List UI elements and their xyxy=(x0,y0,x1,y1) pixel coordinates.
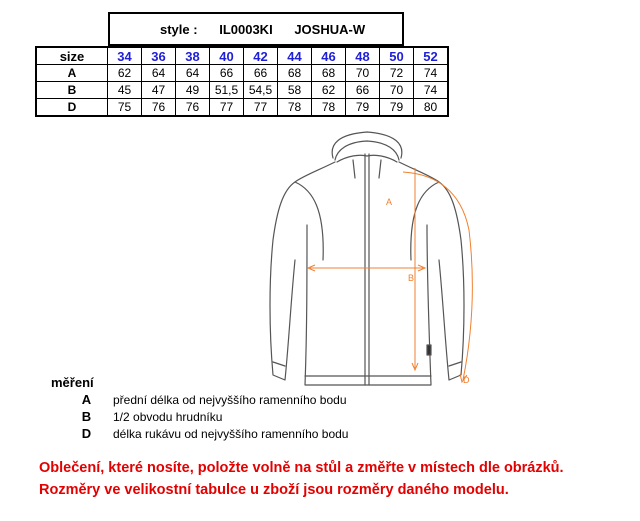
table-cell: 68 xyxy=(278,65,312,82)
table-cell: 66 xyxy=(210,65,244,82)
legend-item xyxy=(60,391,348,408)
note-model-size: Rozměry ve velikostní tabulce u zboží jsou rozměry daného modelu. xyxy=(39,482,509,498)
style-label: style : xyxy=(160,22,198,37)
legend-item xyxy=(60,408,348,425)
style-name: JOSHUA-W xyxy=(294,22,366,37)
table-cell: 64 xyxy=(176,65,210,82)
row-label: A xyxy=(36,65,108,82)
size-cell: 40 xyxy=(210,47,244,65)
label-a: A xyxy=(386,197,393,207)
table-cell: 45 xyxy=(108,82,142,99)
table-cell: 62 xyxy=(108,65,142,82)
table-cell: 79 xyxy=(380,99,414,117)
table-cell: 58 xyxy=(278,82,312,99)
table-cell: 66 xyxy=(346,82,380,99)
measurement-legend xyxy=(60,391,348,442)
table-cell: 76 xyxy=(176,99,210,117)
size-cell: 44 xyxy=(278,47,312,65)
note-instructions: Oblečení, které nosíte, položte volně na stůl a změřte v místech dle obrázků. xyxy=(39,460,564,476)
legend-item xyxy=(60,425,348,442)
table-cell: 70 xyxy=(346,65,380,82)
table-cell: 62 xyxy=(312,82,346,99)
table-cell: 74 xyxy=(414,82,449,99)
table-cell: 78 xyxy=(312,99,346,117)
size-cell: 42 xyxy=(244,47,278,65)
legend-key: A xyxy=(81,392,92,407)
legend-desc: 1/2 obvodu hrudníku xyxy=(113,409,223,424)
table-cell: 78 xyxy=(278,99,312,117)
jacket-outline xyxy=(270,132,464,385)
size-cell: 48 xyxy=(346,47,380,65)
style-code: IL0003KI xyxy=(219,22,273,37)
row-label: B xyxy=(36,82,108,99)
size-cell: 38 xyxy=(176,47,210,65)
size-cell: 46 xyxy=(312,47,346,65)
size-header-label: size xyxy=(36,47,108,65)
row-label: D xyxy=(36,99,108,117)
size-header-row xyxy=(36,47,448,65)
table-cell: 72 xyxy=(380,65,414,82)
table-cell: 80 xyxy=(414,99,449,117)
table-row-a xyxy=(36,65,448,82)
table-cell: 77 xyxy=(210,99,244,117)
label-b: B xyxy=(408,273,415,283)
size-cell: 50 xyxy=(380,47,414,65)
table-cell: 47 xyxy=(142,82,176,99)
table-cell: 51,5 xyxy=(210,82,244,99)
table-row-d xyxy=(36,99,448,117)
table-cell: 77 xyxy=(244,99,278,117)
table-cell: 76 xyxy=(142,99,176,117)
table-cell: 70 xyxy=(380,82,414,99)
legend-key: D xyxy=(81,426,92,441)
table-cell: 75 xyxy=(108,99,142,117)
table-cell: 79 xyxy=(346,99,380,117)
table-cell: 64 xyxy=(142,65,176,82)
table-cell: 49 xyxy=(176,82,210,99)
table-cell: 66 xyxy=(244,65,278,82)
size-cell: 36 xyxy=(142,47,176,65)
legend-title: měření xyxy=(51,375,94,390)
jacket-diagram xyxy=(255,130,485,395)
legend-desc: přední délka od nejvyššího ramenního bodu xyxy=(113,392,347,407)
legend-key: B xyxy=(81,409,92,424)
table-cell: 68 xyxy=(312,65,346,82)
size-table xyxy=(35,46,449,117)
table-cell: 54,5 xyxy=(244,82,278,99)
label-d: D xyxy=(463,375,470,385)
legend-desc: délka rukávu od nejvyššího ramenního bodu xyxy=(113,426,349,441)
size-cell: 52 xyxy=(414,47,449,65)
table-cell: 74 xyxy=(414,65,449,82)
table-row-b xyxy=(36,82,448,99)
size-cell: 34 xyxy=(108,47,142,65)
style-header xyxy=(160,22,383,37)
